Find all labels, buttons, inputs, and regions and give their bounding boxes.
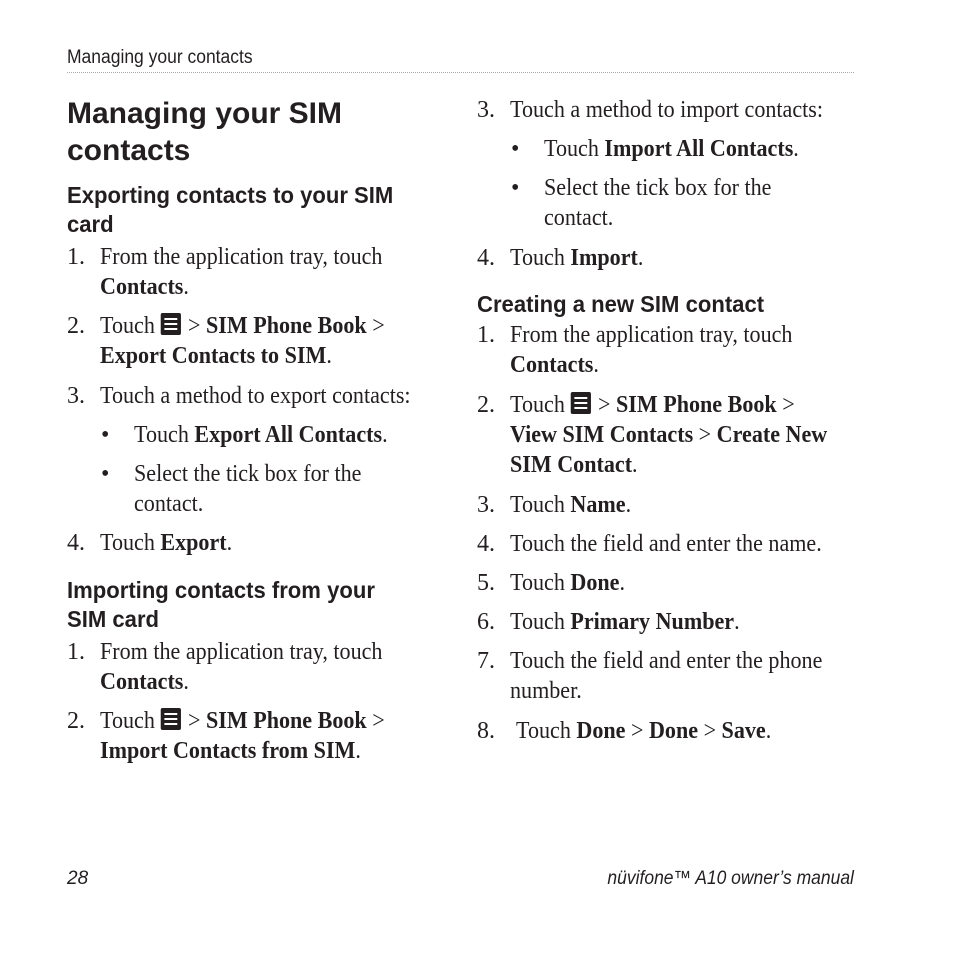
page-number: 28 [67,868,89,889]
running-header: Managing your contacts [67,47,253,68]
header-divider [67,72,854,73]
page-title-line-1: Managing your SIM [67,97,343,130]
page-title [67,95,342,169]
menu-icon [570,392,590,414]
menu-icon [160,313,180,335]
manual-page: Managing your contacts Managing your SIM contacts Exporting contacts to your SIM card 1. From the application tray, touch Contacts. 2. Touch > SIM Phone Book > Export Contacts to SIM. 3. Touch a method to export contacts: • Touch Export All Contacts. • Select the tick box for the contact. 4. Touch Export. Importing contacts from your SIM card 1. From the application tray, touch Contacts. 2. Touch > SIM Phone Book > Import Contacts from SIM. 3. Touch a method to import contacts: • Touch Import All Contacts. • Select the tick box for the contact. 4. Touch Import. Creating a new SIM contact 1. From the application tray, touch Contacts. 2. Touch > SIM Phone Book > View SIM Contacts > Create New SIM Contact. 3. Touch Name. 4. Touch the field and enter the name. 5. Touch Done. 6. Touch Primary Number. 7. Touch the field and enter the phone number. 8. Touch Done > Done > Save. 28 nüvifone™ A10 owner’s manual [67,47,854,889]
menu-icon [160,708,180,730]
page-title-line-2: contacts [67,134,191,167]
export-heading: Exporting contacts to your SIM card [67,182,394,237]
import-heading: Importing contacts from your SIM card [67,577,375,632]
manual-title: nüvifone™ A10 owner’s manual [607,868,854,889]
create-heading: Creating a new SIM contact [477,291,765,317]
